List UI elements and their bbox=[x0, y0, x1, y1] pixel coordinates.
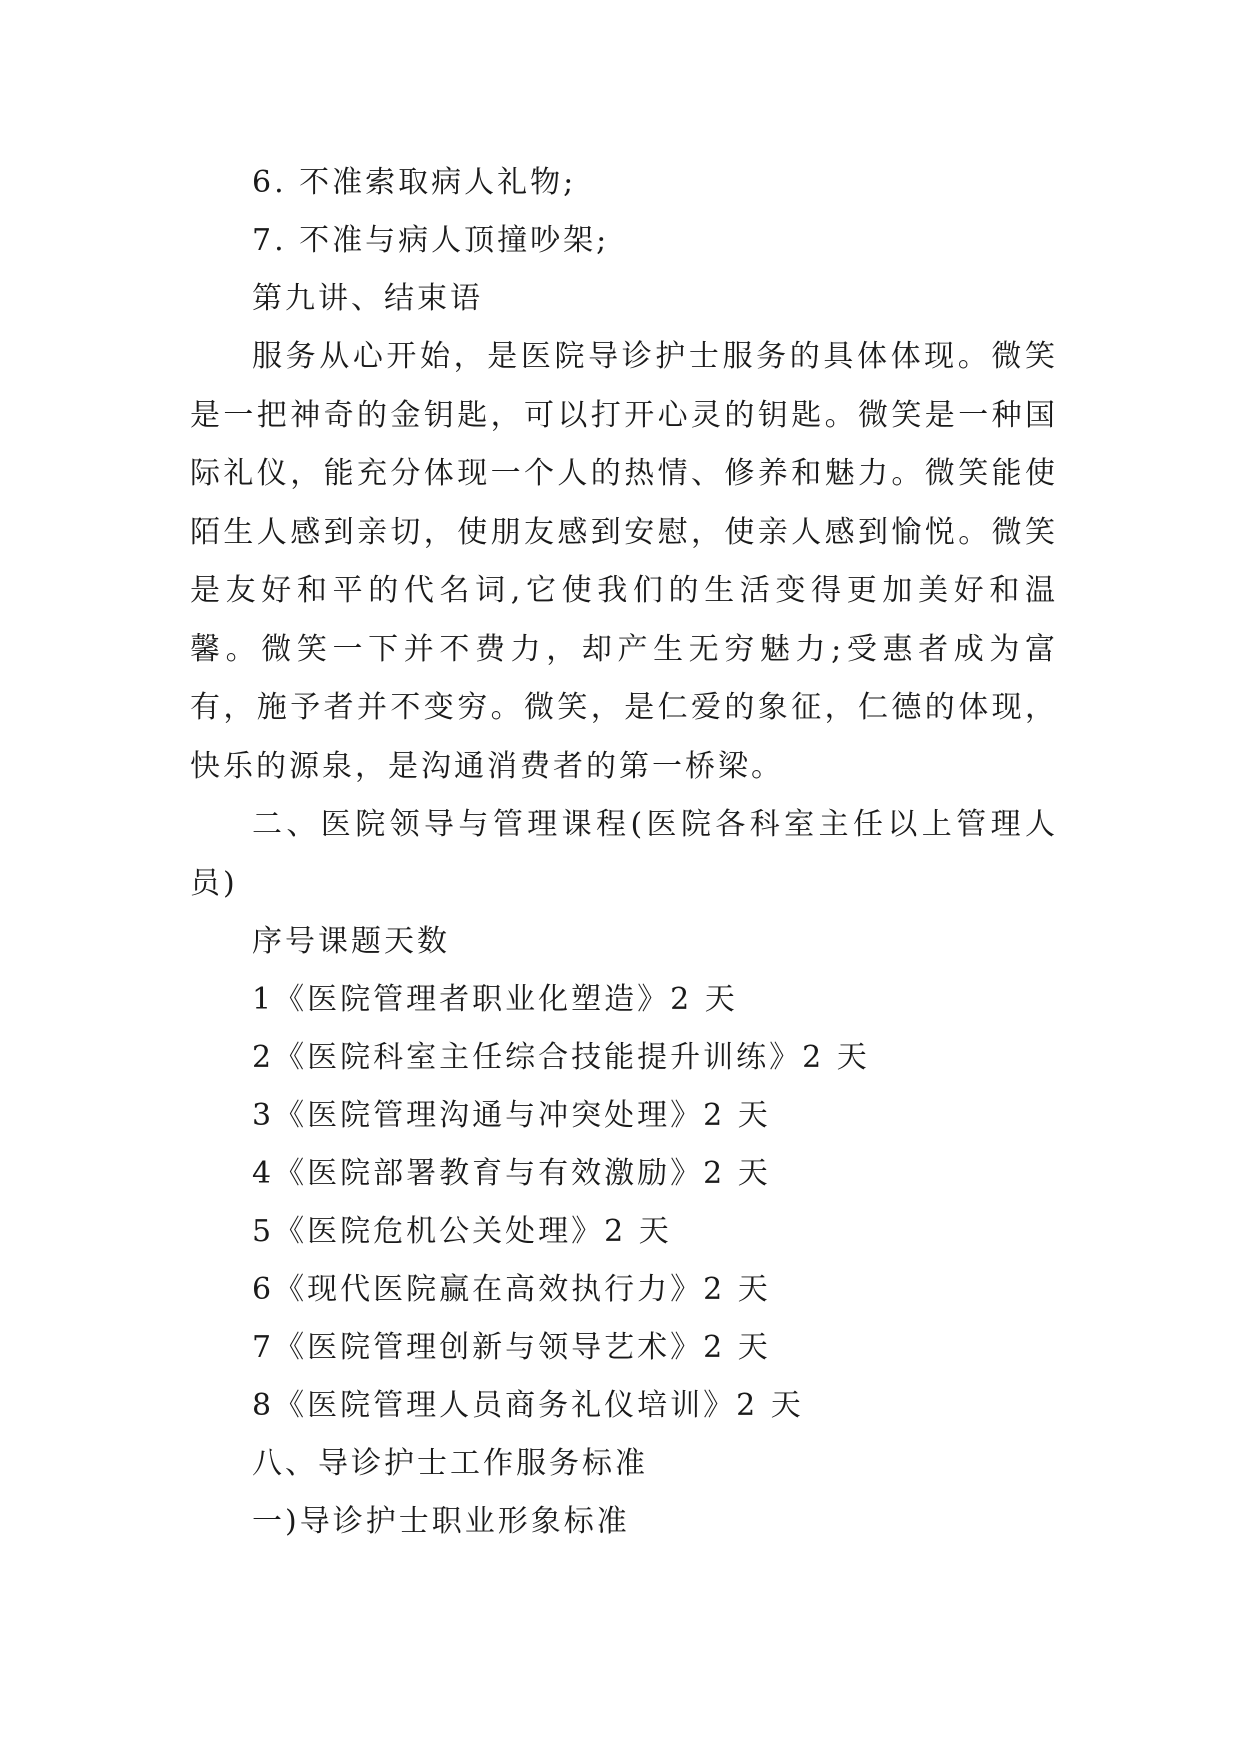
section-2-heading: 二、医院领导与管理课程(医院各科室主任以上管理人员) bbox=[190, 807, 1058, 901]
closing-paragraph: 服务从心开始，是医院导诊护士服务的具体体现。微笑是一把神奇的金钥匙，可以打开心灵的钥匙。微笑是一种国际礼仪，能充分体现一个人的热情、修养和魅力。微笑能使陌生人感到亲切，使朋友感到安慰，使亲人感到愉悦。微笑是友好和平的代名词,它使我们的生活变得更加美好和温馨。微笑一下并不费力，却产生无穷魅力;受惠者成为富有，施予者并不变穷。微笑，是仁爱的象征，仁德的体现，快乐的源泉，是沟通消费者的第一桥梁。 bbox=[190, 339, 1058, 784]
course-item: 8《医院管理人员商务礼仪培训》2 天 bbox=[252, 1388, 804, 1423]
subsection-1-heading: 一)导诊护士职业形象标准 bbox=[252, 1504, 630, 1539]
course-item: 3《医院管理沟通与冲突处理》2 天 bbox=[252, 1098, 771, 1133]
course-item: 7《医院管理创新与领导艺术》2 天 bbox=[252, 1330, 771, 1365]
document-page bbox=[190, 154, 1058, 1551]
rule-item-7: 7. 不准与病人顶撞吵架; bbox=[252, 223, 610, 258]
course-item: 6《现代医院赢在高效执行力》2 天 bbox=[252, 1272, 771, 1307]
lecture-9-heading: 第九讲、结束语 bbox=[252, 281, 483, 316]
rule-item-6: 6. 不准索取病人礼物; bbox=[252, 165, 577, 200]
course-table-header: 序号课题天数 bbox=[252, 924, 450, 959]
course-item: 2《医院科室主任综合技能提升训练》2 天 bbox=[252, 1040, 870, 1075]
course-item: 1《医院管理者职业化塑造》2 天 bbox=[252, 982, 738, 1017]
course-item: 5《医院危机公关处理》2 天 bbox=[252, 1214, 672, 1249]
section-8-heading: 八、导诊护士工作服务标准 bbox=[252, 1446, 648, 1481]
course-item: 4《医院部署教育与有效激励》2 天 bbox=[252, 1156, 771, 1191]
